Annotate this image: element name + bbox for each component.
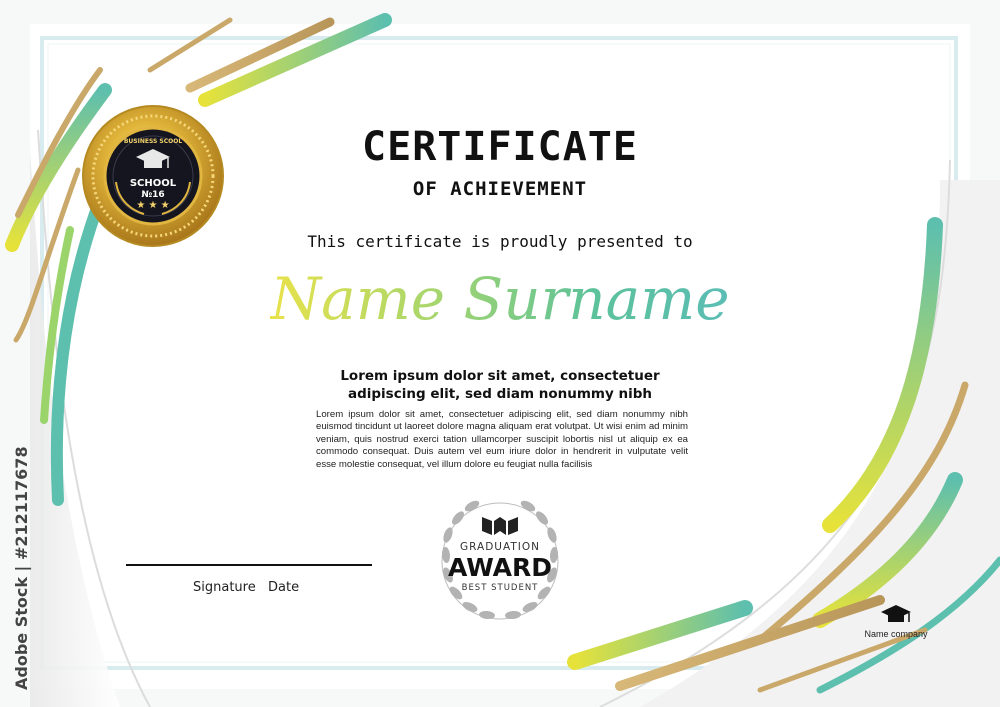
signature-line [126, 564, 372, 566]
stock-watermark-text: Adobe Stock | #212117678 [12, 446, 31, 690]
certificate-title: CERTIFICATE [362, 124, 638, 170]
svg-text:★ ★ ★: ★ ★ ★ [136, 200, 170, 211]
recipient-name-text: Name Surname [270, 265, 730, 333]
seal-top-text: BUSINESS SCOOL [123, 138, 183, 145]
lead-text: Lorem ipsum dolor sit amet, consectetuer adipiscing elit, sed diam nonummy nibh [340, 368, 660, 402]
book-icon [482, 517, 518, 535]
presented-text: This certificate is proudly presented to [307, 232, 693, 251]
date-label: Date [268, 580, 300, 595]
graduation-cap-icon [880, 604, 912, 626]
stock-watermark [8, 446, 34, 690]
award-line2: AWARD [447, 553, 553, 582]
company-name: Name company [864, 629, 928, 639]
signature-label: Signature [193, 580, 256, 595]
body-text: Lorem ipsum dolor sit amet, consectetuer adipiscing elit, sed diam nonummy nibh euismod tincidunt ut laoreet dolore magna aliquam erat volutpat. Ut wisi enim ad minim veniam, quis nostrud exerci tation ullamcorper suscipit lobortis nisl ut aliquip ex ea commodo consequat. Duis autem vel eum iriure dolor in hendrerit in vulputate velit esse molestie consequat, vel illum dolore eu feugiat nulla facilisis [316, 409, 688, 470]
recipient-name [0, 262, 1000, 336]
award-line3: BEST STUDENT [461, 583, 539, 593]
seal-school-text: SCHOOL [129, 178, 177, 189]
certificate-subtitle: OF ACHIEVEMENT [412, 178, 588, 200]
award-line1: GRADUATION [460, 541, 540, 553]
seal-number-text: №16 [141, 190, 165, 200]
